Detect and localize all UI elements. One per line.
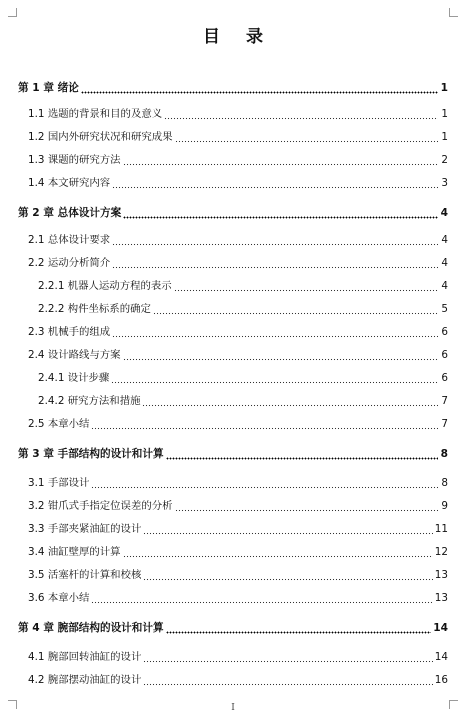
toc-chapter-3[interactable]	[18, 446, 448, 462]
dot-leader	[166, 622, 432, 634]
dot-leader	[123, 546, 433, 558]
toc-entry-page: 13	[434, 592, 448, 604]
page-number-footer: I	[231, 703, 235, 713]
toc-entry-page: 13	[434, 569, 448, 581]
dot-leader	[143, 651, 432, 663]
toc-entry-page: 7	[441, 418, 448, 430]
toc-title: 目 录	[203, 27, 273, 47]
dot-leader	[91, 418, 438, 430]
toc-entry-label: 4.1 腕部回转油缸的设计	[28, 651, 142, 663]
toc-section-4-2[interactable]	[28, 672, 448, 688]
page-corner-mark-top-left	[8, 8, 17, 17]
toc-entry-label: 2.2.1 机器人运动方程的表示	[38, 280, 172, 292]
toc-entry-label: 2.3 机械手的组成	[28, 326, 111, 338]
toc-section-1-1[interactable]	[28, 106, 448, 122]
dot-leader	[123, 207, 438, 219]
dot-leader	[153, 303, 438, 315]
dot-leader	[175, 131, 438, 143]
toc-entry-label: 1.1 选题的背景和目的及意义	[28, 108, 163, 120]
dot-leader	[143, 674, 432, 686]
dot-leader	[112, 257, 438, 269]
toc-entry-label: 2.4.1 设计步骤	[38, 372, 110, 384]
toc-section-3-2[interactable]	[28, 498, 448, 514]
toc-entry-page: 5	[441, 303, 448, 315]
toc-section-3-4[interactable]	[28, 544, 448, 560]
dot-leader	[143, 523, 432, 535]
toc-section-2-2[interactable]	[28, 255, 448, 271]
toc-entry-page: 6	[441, 372, 448, 384]
dot-leader	[91, 477, 438, 489]
toc-section-3-6[interactable]	[28, 590, 448, 606]
toc-entry-label: 第 2 章 总体设计方案	[18, 207, 122, 219]
toc-entry-label: 3.1 手部设计	[28, 477, 90, 489]
toc-entry-label: 2.5 本章小结	[28, 418, 90, 430]
dot-leader	[91, 592, 432, 604]
toc-entry-page: 1	[441, 108, 448, 120]
toc-section-1-2[interactable]	[28, 129, 448, 145]
toc-section-2-1[interactable]	[28, 232, 448, 248]
toc-entry-label: 4.2 腕部摆动油缸的设计	[28, 674, 142, 686]
toc-entry-page: 4	[441, 280, 448, 292]
toc-entry-label: 2.1 总体设计要求	[28, 234, 111, 246]
dot-leader	[166, 448, 438, 460]
toc-entry-page: 4	[441, 234, 448, 246]
toc-entry-page: 11	[434, 523, 448, 535]
toc-entry-label: 1.4 本文研究内容	[28, 177, 111, 189]
toc-entry-page: 4	[440, 207, 448, 219]
dot-leader	[143, 569, 432, 581]
toc-entry-page: 1	[441, 131, 448, 143]
dot-leader	[123, 154, 438, 166]
dot-leader	[175, 500, 438, 512]
toc-entry-page: 7	[441, 395, 448, 407]
toc-section-3-5[interactable]	[28, 567, 448, 583]
toc-entry-label: 3.5 活塞杆的计算和校核	[28, 569, 142, 581]
toc-entry-label: 2.2 运动分析简介	[28, 257, 111, 269]
dot-leader	[164, 108, 438, 120]
toc-chapter-1[interactable]	[18, 80, 448, 96]
toc-chapter-4[interactable]	[18, 620, 448, 636]
dot-leader	[142, 395, 438, 407]
toc-entry-label: 3.2 钳爪式手指定位误差的分析	[28, 500, 173, 512]
dot-leader	[81, 82, 438, 94]
toc-entry-page: 2	[441, 154, 448, 166]
dot-leader	[123, 349, 438, 361]
toc-entry-page: 1	[440, 82, 448, 94]
toc-subsection-2-2-2[interactable]	[38, 301, 448, 317]
toc-entry-page: 8	[441, 477, 448, 489]
toc-entry-page: 14	[434, 651, 448, 663]
toc-entry-label: 2.4 设计路线与方案	[28, 349, 121, 361]
toc-entry-label: 第 3 章 手部结构的设计和计算	[18, 448, 164, 460]
toc-entry-page: 9	[441, 500, 448, 512]
toc-entry-label: 1.3 课题的研究方法	[28, 154, 121, 166]
toc-entry-label: 第 1 章 绪论	[18, 82, 79, 94]
toc-entry-page: 3	[441, 177, 448, 189]
toc-section-3-3[interactable]	[28, 521, 448, 537]
toc-section-4-1[interactable]	[28, 649, 448, 665]
toc-section-2-3[interactable]	[28, 324, 448, 340]
toc-entry-page: 6	[441, 326, 448, 338]
toc-entry-label: 2.2.2 构件坐标系的确定	[38, 303, 151, 315]
toc-section-2-4[interactable]	[28, 347, 448, 363]
toc-entry-label: 1.2 国内外研究状况和研究成果	[28, 131, 173, 143]
toc-entry-label: 3.6 本章小结	[28, 592, 90, 604]
dot-leader	[112, 177, 438, 189]
toc-entry-page: 16	[434, 674, 448, 686]
toc-section-1-3[interactable]	[28, 152, 448, 168]
toc-subsection-2-4-1[interactable]	[38, 370, 448, 386]
dot-leader	[174, 280, 438, 292]
toc-entry-label: 3.3 手部夹紧油缸的设计	[28, 523, 142, 535]
toc-subsection-2-4-2[interactable]	[38, 393, 448, 409]
toc-entry-page: 8	[440, 448, 448, 460]
dot-leader	[111, 372, 438, 384]
toc-section-1-4[interactable]	[28, 175, 448, 191]
toc-entry-page: 12	[434, 546, 448, 558]
dot-leader	[112, 326, 438, 338]
toc-section-3-1[interactable]	[28, 475, 448, 491]
toc-entry-label: 2.4.2 研究方法和措施	[38, 395, 141, 407]
toc-chapter-2[interactable]	[18, 205, 448, 221]
toc-section-2-5[interactable]	[28, 416, 448, 432]
toc-entry-page: 14	[433, 622, 448, 634]
dot-leader	[112, 234, 438, 246]
toc-subsection-2-2-1[interactable]	[38, 278, 448, 294]
toc-entry-page: 6	[441, 349, 448, 361]
page-corner-mark-top-right	[449, 8, 458, 17]
toc-entry-page: 4	[441, 257, 448, 269]
toc-entry-label: 3.4 油缸壁厚的计算	[28, 546, 121, 558]
toc-entry-label: 第 4 章 腕部结构的设计和计算	[18, 622, 164, 634]
